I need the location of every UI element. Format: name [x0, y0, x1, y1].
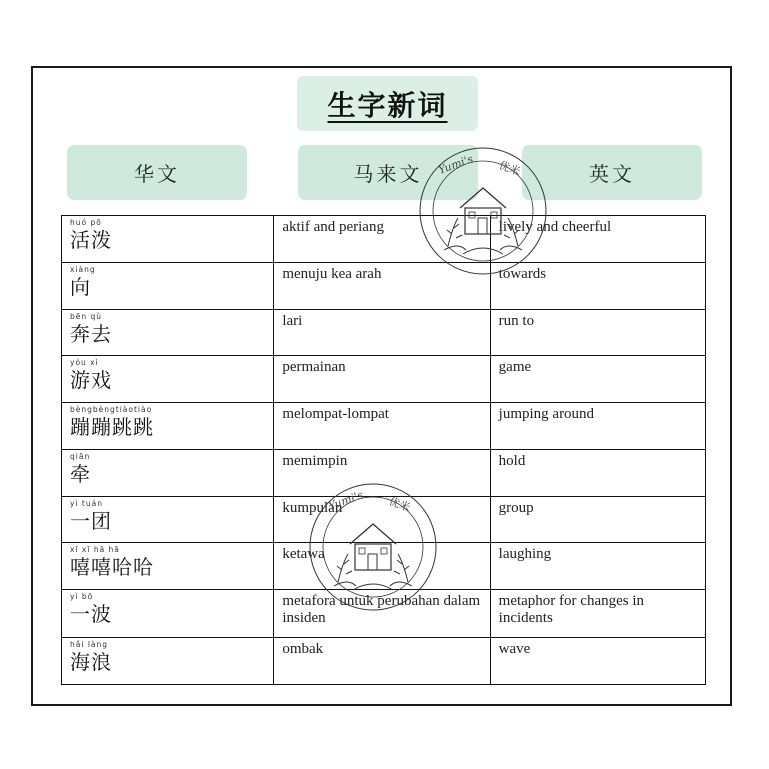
table-row [62, 543, 706, 590]
hanzi-text: 海浪 [70, 650, 112, 675]
table-row [62, 449, 706, 496]
hanzi-text: 活泼 [70, 228, 112, 252]
chinese-cell [62, 496, 274, 543]
hanzi-text: 蹦蹦跳跳 [70, 415, 154, 440]
chinese-cell [62, 403, 274, 450]
english-cell [490, 449, 705, 496]
chinese-cell [62, 449, 274, 496]
malay-text: memimpin [282, 452, 348, 469]
english-cell [490, 403, 705, 450]
chinese-cell [62, 543, 274, 590]
english-text: laughing [498, 546, 552, 563]
pinyin-text: bèngbèngtiàotiào [70, 405, 153, 415]
pinyin-text: yì bō [70, 592, 94, 602]
table-row [62, 638, 706, 685]
hanzi-text: 向 [70, 274, 91, 299]
english-text: towards [498, 265, 547, 282]
hanzi-text: 一团 [70, 508, 112, 533]
table-row [62, 496, 706, 543]
malay-text: ombak [282, 641, 324, 658]
malay-cell [274, 309, 490, 356]
chinese-cell [62, 356, 274, 403]
malay-text: kumpulan [282, 499, 343, 516]
vocab-table [61, 215, 706, 685]
english-cell [490, 309, 705, 356]
malay-cell [274, 449, 490, 496]
pinyin-text: hǎi làng [70, 640, 109, 650]
hanzi-text: 嘻嘻哈哈 [70, 555, 154, 580]
header-english: 英文 [522, 145, 702, 200]
table-row [62, 403, 706, 450]
page-title: 生字新词 [327, 88, 448, 122]
english-text: metaphor for changes in incidents [498, 593, 645, 627]
table-row [62, 309, 706, 356]
hanzi-text: 游戏 [70, 368, 112, 393]
english-cell [490, 590, 705, 638]
english-cell [490, 216, 705, 263]
malay-cell [274, 403, 490, 450]
malay-cell [274, 638, 490, 685]
malay-text: melompat-lompat [282, 406, 389, 423]
table-row [62, 590, 706, 638]
malay-cell [274, 216, 490, 263]
malay-cell [274, 543, 490, 590]
english-cell [490, 638, 705, 685]
malay-cell [274, 262, 490, 309]
malay-text: permainan [282, 359, 346, 376]
watermark-cjk-text-2: 优米 [386, 494, 413, 515]
english-text: group [498, 499, 534, 516]
table-row [62, 216, 706, 263]
pinyin-text: bēn qù [70, 311, 103, 321]
hanzi-text: 奔去 [70, 321, 112, 346]
hanzi-text: 一波 [70, 602, 112, 627]
malay-text: ketawa [282, 546, 325, 563]
malay-cell [274, 356, 490, 403]
english-cell [490, 262, 705, 309]
title-banner [297, 76, 478, 131]
header-chinese: 华文 [67, 145, 247, 200]
watermark-cjk-text: 优米 [496, 158, 523, 179]
english-text: wave [498, 641, 531, 658]
pinyin-text: yóu xì [70, 358, 99, 368]
chinese-cell [62, 262, 274, 309]
chinese-cell [62, 216, 274, 263]
chinese-cell [62, 638, 274, 685]
pinyin-text: qiān [70, 451, 91, 461]
pinyin-text: yì tuán [70, 498, 103, 508]
header-malay: 马来文 [298, 145, 478, 200]
malay-text: metafora untuk perubahan dalam insiden [282, 593, 481, 627]
watermark-latin-text-2: Yumi's [326, 488, 365, 513]
malay-cell [274, 590, 490, 638]
hanzi-text: 牵 [70, 461, 91, 486]
malay-text: aktif and periang [282, 219, 384, 235]
pinyin-text: xiàng [70, 264, 96, 274]
pinyin-text: huó pō [70, 218, 102, 227]
english-cell [490, 496, 705, 543]
english-cell [490, 356, 705, 403]
english-text: run to [498, 312, 535, 329]
english-cell [490, 543, 705, 590]
pinyin-text: xī xī hā hā [70, 545, 120, 555]
malay-text: menuju kea arah [282, 265, 382, 282]
chinese-cell [62, 309, 274, 356]
malay-text: lari [282, 312, 303, 329]
english-text: lively and cheerful [498, 219, 612, 235]
english-text: jumping around [498, 406, 595, 423]
english-text: hold [498, 452, 526, 469]
malay-cell [274, 496, 490, 543]
chinese-cell [62, 590, 274, 638]
table-row [62, 262, 706, 309]
english-text: game [498, 359, 532, 376]
table-row [62, 356, 706, 403]
watermark-latin-text: Yumi's [436, 152, 475, 177]
